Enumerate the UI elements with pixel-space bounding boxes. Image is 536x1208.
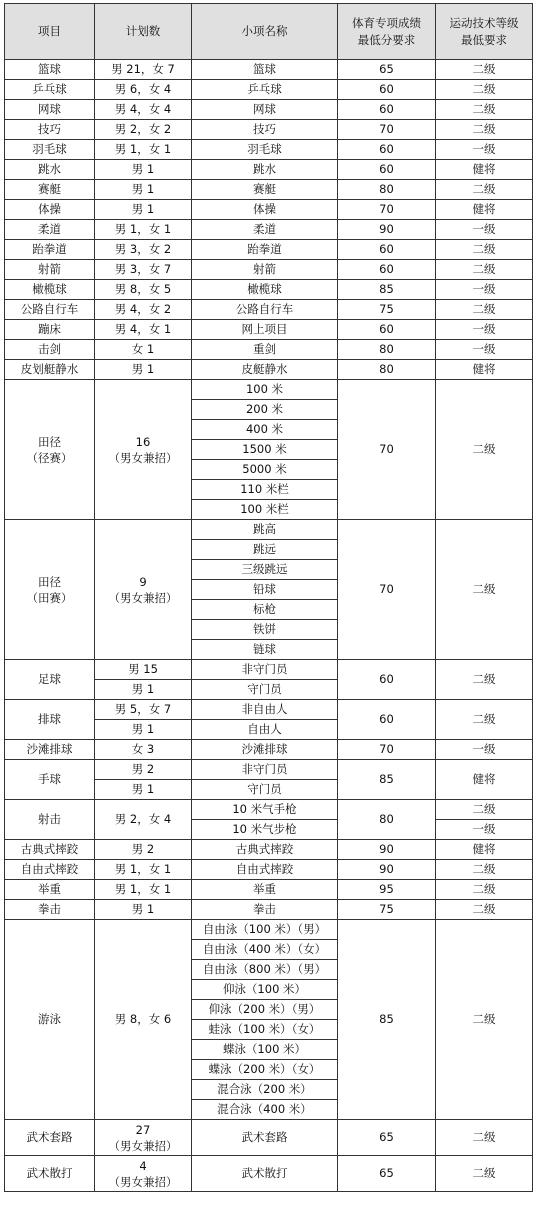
table-cell: 射箭 (5, 260, 95, 280)
table-row (5, 840, 533, 860)
table-cell: 4 （男女兼招） (95, 1156, 192, 1192)
table-cell: 赛艇 (192, 180, 338, 200)
table-cell: 二级 (436, 380, 533, 520)
table-cell: 皮划艇静水 (5, 360, 95, 380)
table-cell: 110 米栏 (192, 480, 338, 500)
table-cell: 自由式摔跤 (192, 860, 338, 880)
table-cell: 网球 (5, 100, 95, 120)
table-cell: 二级 (436, 520, 533, 660)
table-row (5, 220, 533, 240)
table-cell: 女 3 (95, 740, 192, 760)
table-cell: 27 （男女兼招） (95, 1120, 192, 1156)
table-cell: 男 1 (95, 180, 192, 200)
table-cell: 羽毛球 (192, 140, 338, 160)
table-cell: 男 2，女 4 (95, 800, 192, 840)
table-row (5, 880, 533, 900)
table-cell: 守门员 (192, 680, 338, 700)
table-row (5, 760, 533, 780)
table-cell: 男 2 (95, 840, 192, 860)
table-cell: 二级 (436, 880, 533, 900)
table-cell: 9 （男女兼招） (95, 520, 192, 660)
table-cell: 羽毛球 (5, 140, 95, 160)
table-cell: 80 (338, 360, 436, 380)
table-cell: 举重 (5, 880, 95, 900)
table-cell: 二级 (436, 240, 533, 260)
table-cell: 跳远 (192, 540, 338, 560)
table-cell: 60 (338, 100, 436, 120)
header-min-score: 体育专项成绩 最低分要求 (338, 4, 436, 60)
table-cell: 拳击 (192, 900, 338, 920)
table-row (5, 160, 533, 180)
table-cell: 男 1 (95, 200, 192, 220)
table-cell: 二级 (436, 1156, 533, 1192)
table-row (5, 920, 533, 940)
table-cell: 60 (338, 700, 436, 740)
table-row (5, 100, 533, 120)
table-cell: 足球 (5, 660, 95, 700)
table-cell: 90 (338, 860, 436, 880)
table-cell: 男 1，女 1 (95, 860, 192, 880)
header-plan-count: 计划数 (95, 4, 192, 60)
table-cell: 二级 (436, 260, 533, 280)
table-cell: 链球 (192, 640, 338, 660)
table-cell: 10 米气手枪 (192, 800, 338, 820)
table-cell: 非守门员 (192, 660, 338, 680)
table-cell: 60 (338, 140, 436, 160)
table-cell: 70 (338, 200, 436, 220)
table-cell: 男 15 (95, 660, 192, 680)
table-cell: 70 (338, 520, 436, 660)
table-cell: 重剑 (192, 340, 338, 360)
table-cell: 一级 (436, 280, 533, 300)
table-cell: 60 (338, 660, 436, 700)
table-cell: 70 (338, 380, 436, 520)
table-row (5, 1120, 533, 1156)
header-sub-event: 小项名称 (192, 4, 338, 60)
table-cell: 男 21，女 7 (95, 60, 192, 80)
table-row (5, 380, 533, 400)
table-cell: 公路自行车 (5, 300, 95, 320)
table-cell: 男 6，女 4 (95, 80, 192, 100)
table-cell: 男 1，女 1 (95, 880, 192, 900)
table-cell: 男 1，女 1 (95, 220, 192, 240)
table-cell: 沙滩排球 (192, 740, 338, 760)
table-cell: 二级 (436, 180, 533, 200)
table-cell: 举重 (192, 880, 338, 900)
table-cell: 1500 米 (192, 440, 338, 460)
table-cell: 古典式摔跤 (5, 840, 95, 860)
table-cell: 非自由人 (192, 700, 338, 720)
table-cell: 男 1 (95, 900, 192, 920)
table-cell: 乒乓球 (192, 80, 338, 100)
table-row (5, 140, 533, 160)
table-cell: 非守门员 (192, 760, 338, 780)
table-cell: 一级 (436, 220, 533, 240)
table-cell: 一级 (436, 140, 533, 160)
table-cell: 80 (338, 340, 436, 360)
table-cell: 二级 (436, 60, 533, 80)
table-cell: 健将 (436, 840, 533, 860)
table-cell: 蝶泳（200 米）（女） (192, 1060, 338, 1080)
table-row (5, 700, 533, 720)
table-cell: 健将 (436, 200, 533, 220)
table-cell: 蛙泳（100 米）（女） (192, 1020, 338, 1040)
table-cell: 标枪 (192, 600, 338, 620)
table-row (5, 900, 533, 920)
table-cell: 90 (338, 840, 436, 860)
table-cell: 60 (338, 320, 436, 340)
table-cell: 守门员 (192, 780, 338, 800)
table-cell: 男 3，女 7 (95, 260, 192, 280)
table-row (5, 120, 533, 140)
table-cell: 男 8，女 6 (95, 920, 192, 1120)
table-row (5, 340, 533, 360)
table-cell: 武术散打 (5, 1156, 95, 1192)
table-cell: 游泳 (5, 920, 95, 1120)
table-cell: 赛艇 (5, 180, 95, 200)
table-cell: 90 (338, 220, 436, 240)
table-cell: 乒乓球 (5, 80, 95, 100)
table-cell: 二级 (436, 100, 533, 120)
table-cell: 一级 (436, 820, 533, 840)
table-cell: 一级 (436, 340, 533, 360)
table-row (5, 660, 533, 680)
table-cell: 柔道 (5, 220, 95, 240)
table-cell: 80 (338, 180, 436, 200)
table-cell: 60 (338, 160, 436, 180)
table-cell: 铅球 (192, 580, 338, 600)
table-cell: 健将 (436, 160, 533, 180)
table-cell: 篮球 (5, 60, 95, 80)
table-cell: 男 4，女 4 (95, 100, 192, 120)
table-cell: 跳水 (192, 160, 338, 180)
table-row (5, 180, 533, 200)
table-row (5, 80, 533, 100)
table-cell: 跳水 (5, 160, 95, 180)
table-cell: 男 1 (95, 360, 192, 380)
table-cell: 男 1 (95, 680, 192, 700)
table-cell: 三级跳远 (192, 560, 338, 580)
table-cell: 65 (338, 1120, 436, 1156)
header-row (5, 4, 533, 60)
table-cell: 5000 米 (192, 460, 338, 480)
table-cell: 柔道 (192, 220, 338, 240)
table-cell: 田径 （田赛） (5, 520, 95, 660)
table-cell: 一级 (436, 320, 533, 340)
table-cell: 跳高 (192, 520, 338, 540)
table-cell: 皮艇静水 (192, 360, 338, 380)
table-cell: 射箭 (192, 260, 338, 280)
table-cell: 16 （男女兼招） (95, 380, 192, 520)
table-cell: 85 (338, 760, 436, 800)
table-cell: 男 4，女 2 (95, 300, 192, 320)
table-cell: 自由式摔跤 (5, 860, 95, 880)
table-cell: 400 米 (192, 420, 338, 440)
table-row (5, 1156, 533, 1192)
table-cell: 篮球 (192, 60, 338, 80)
table-cell: 65 (338, 60, 436, 80)
table-body (5, 60, 533, 1192)
table-cell: 男 2 (95, 760, 192, 780)
table-cell: 武术套路 (5, 1120, 95, 1156)
table-cell: 男 1 (95, 780, 192, 800)
table-cell: 混合泳（200 米） (192, 1080, 338, 1100)
table-cell: 跆拳道 (5, 240, 95, 260)
table-cell: 拳击 (5, 900, 95, 920)
table-cell: 网球 (192, 100, 338, 120)
table-cell: 70 (338, 740, 436, 760)
table-cell: 75 (338, 900, 436, 920)
table-cell: 二级 (436, 660, 533, 700)
table-cell: 蝶泳（100 米） (192, 1040, 338, 1060)
table-cell: 男 2，女 2 (95, 120, 192, 140)
table-cell: 橄榄球 (5, 280, 95, 300)
table-cell: 健将 (436, 360, 533, 380)
table-row (5, 360, 533, 380)
table-cell: 100 米栏 (192, 500, 338, 520)
table-cell: 二级 (436, 700, 533, 740)
table-cell: 田径 （径赛） (5, 380, 95, 520)
table-row (5, 240, 533, 260)
table-cell: 10 米气步枪 (192, 820, 338, 840)
table-cell: 橄榄球 (192, 280, 338, 300)
table-cell: 二级 (436, 80, 533, 100)
table-cell: 80 (338, 800, 436, 840)
table-cell: 65 (338, 1156, 436, 1192)
table-cell: 体操 (192, 200, 338, 220)
table-cell: 二级 (436, 1120, 533, 1156)
table-cell: 排球 (5, 700, 95, 740)
table-cell: 60 (338, 260, 436, 280)
table-row (5, 260, 533, 280)
admission-table (4, 3, 533, 1192)
table-row (5, 320, 533, 340)
table-cell: 60 (338, 240, 436, 260)
table-row (5, 200, 533, 220)
table-cell: 一级 (436, 740, 533, 760)
table-cell: 二级 (436, 120, 533, 140)
table-row (5, 860, 533, 880)
header-project: 项目 (5, 4, 95, 60)
table-cell: 仰泳（200 米）（男） (192, 1000, 338, 1020)
table-row (5, 740, 533, 760)
table-cell: 60 (338, 80, 436, 100)
table-cell: 二级 (436, 860, 533, 880)
table-cell: 沙滩排球 (5, 740, 95, 760)
table-cell: 射击 (5, 800, 95, 840)
table-cell: 自由泳（100 米）（男） (192, 920, 338, 940)
table-cell: 75 (338, 300, 436, 320)
table-cell: 自由泳（800 米）（男） (192, 960, 338, 980)
table-cell: 武术散打 (192, 1156, 338, 1192)
table-cell: 男 4，女 1 (95, 320, 192, 340)
table-cell: 女 1 (95, 340, 192, 360)
table-cell: 85 (338, 280, 436, 300)
table-cell: 古典式摔跤 (192, 840, 338, 860)
table-cell: 男 5，女 7 (95, 700, 192, 720)
table-cell: 铁饼 (192, 620, 338, 640)
table-cell: 二级 (436, 300, 533, 320)
table-cell: 70 (338, 120, 436, 140)
table-cell: 体操 (5, 200, 95, 220)
table-cell: 自由泳（400 米）（女） (192, 940, 338, 960)
table-cell: 95 (338, 880, 436, 900)
table-cell: 男 1，女 1 (95, 140, 192, 160)
table-cell: 技巧 (192, 120, 338, 140)
table-row (5, 520, 533, 540)
table-cell: 技巧 (5, 120, 95, 140)
table-cell: 男 3，女 2 (95, 240, 192, 260)
table-cell: 二级 (436, 900, 533, 920)
table-cell: 100 米 (192, 380, 338, 400)
table-cell: 健将 (436, 760, 533, 800)
table-row (5, 800, 533, 820)
table-cell: 二级 (436, 800, 533, 820)
table-cell: 男 1 (95, 720, 192, 740)
table-cell: 公路自行车 (192, 300, 338, 320)
table-cell: 二级 (436, 920, 533, 1120)
table-cell: 手球 (5, 760, 95, 800)
table-cell: 击剑 (5, 340, 95, 360)
table-cell: 蹦床 (5, 320, 95, 340)
table-cell: 自由人 (192, 720, 338, 740)
table-row (5, 60, 533, 80)
table-cell: 仰泳（100 米） (192, 980, 338, 1000)
table-cell: 200 米 (192, 400, 338, 420)
table-cell: 武术套路 (192, 1120, 338, 1156)
table-cell: 男 8，女 5 (95, 280, 192, 300)
table-cell: 男 1 (95, 160, 192, 180)
table-cell: 85 (338, 920, 436, 1120)
table-row (5, 280, 533, 300)
header-min-grade: 运动技术等级 最低要求 (436, 4, 533, 60)
table-cell: 网上项目 (192, 320, 338, 340)
table-row (5, 300, 533, 320)
table-cell: 混合泳（400 米） (192, 1100, 338, 1120)
table-cell: 跆拳道 (192, 240, 338, 260)
